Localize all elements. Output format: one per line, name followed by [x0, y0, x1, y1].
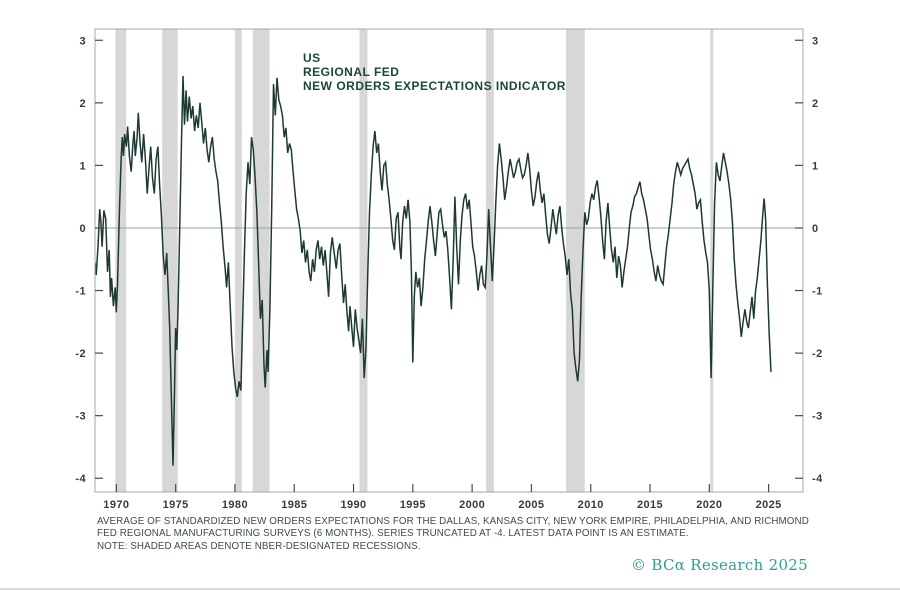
y-axis-label-right: 0 [812, 222, 819, 235]
recession-band [115, 29, 126, 492]
x-axis-label: 1980 [221, 499, 248, 511]
y-axis-label-left: 2 [79, 97, 86, 110]
recession-band [253, 29, 270, 492]
y-axis-label-left: -4 [75, 473, 86, 486]
y-axis-label-right: 2 [812, 97, 819, 110]
y-axis-label-right: -4 [812, 473, 823, 486]
chart-footnote [97, 516, 809, 553]
recession-band [162, 29, 177, 492]
y-axis-label-right: 1 [812, 160, 819, 173]
x-axis-label: 2020 [696, 499, 723, 511]
chart-title-line-1: US [303, 51, 321, 65]
recession-band [235, 29, 242, 492]
y-axis-label-right: -2 [812, 348, 823, 361]
x-axis-label: 1975 [162, 499, 189, 511]
x-axis-label: 2005 [518, 499, 545, 511]
y-axis-label-left: -3 [75, 410, 86, 423]
x-axis-label: 2025 [755, 499, 782, 511]
y-axis-label-left: 1 [79, 160, 86, 173]
y-axis-label-right: 3 [812, 35, 819, 48]
chart-title-line-3: NEW ORDERS EXPECTATIONS INDICATOR [303, 79, 566, 93]
chart-title [303, 51, 566, 93]
x-axis-label: 1995 [399, 499, 426, 511]
x-axis-label: 1970 [103, 499, 130, 511]
footnote-line-2: FED REGIONAL MANUFACTURING SURVEYS (6 MONTHS). SERIES TRUNCATED AT -4. LATEST DATA POINT IS AN ESTIMATE. [97, 528, 689, 540]
chart-title-line-2: REGIONAL FED [303, 65, 400, 79]
x-axis-label: 2000 [459, 499, 486, 511]
x-axis-label: 2010 [577, 499, 604, 511]
indicator-line-series [95, 76, 771, 466]
recession-band [359, 29, 367, 492]
y-axis-label-left: 3 [79, 35, 86, 48]
x-axis-label: 2015 [636, 499, 664, 511]
y-axis-label-right: -3 [812, 410, 823, 423]
copyright-bca-research: © BCα Research 2025 [630, 556, 808, 574]
y-axis-label-left: 0 [79, 222, 86, 235]
footnote-line-1: AVERAGE OF STANDARDIZED NEW ORDERS EXPECTATIONS FOR THE DALLAS, KANSAS CITY, NEW YORK EMPIRE, PHILADELPHIA, AND RICHMOND [97, 516, 809, 527]
footnote-line-3: NOTE: SHADED AREAS DENOTE NBER-DESIGNATED RECESSIONS. [97, 540, 421, 552]
y-axis-label-right: -1 [812, 285, 823, 298]
x-axis-label: 1985 [281, 499, 308, 511]
y-axis-label-left: -2 [75, 348, 86, 361]
y-axis-label-left: -1 [75, 285, 86, 298]
x-axis-label: 1990 [340, 499, 367, 511]
